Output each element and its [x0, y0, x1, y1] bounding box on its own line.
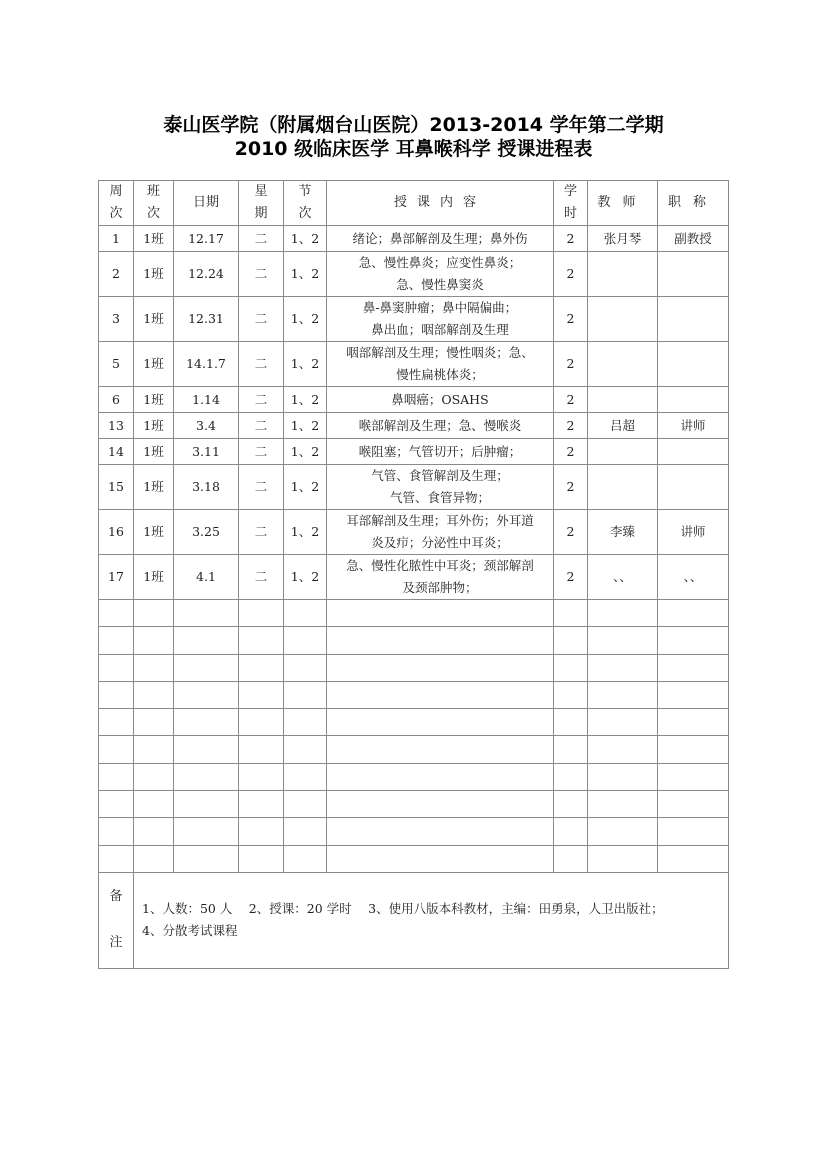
cell-date: 1.14	[174, 387, 239, 413]
cell-content	[327, 413, 554, 439]
content-line-2: 急、慢性鼻窦炎	[396, 277, 484, 292]
empty-cell	[588, 627, 658, 654]
empty-cell	[658, 654, 729, 681]
empty-cell	[174, 681, 239, 708]
cell-hours: 2	[554, 413, 588, 439]
cell-weekday: 二	[239, 297, 284, 342]
cell-hours: 2	[554, 555, 588, 600]
cell-week: 6	[99, 387, 134, 413]
cell-date: 14.1.7	[174, 342, 239, 387]
cell-period: 1、2	[284, 297, 327, 342]
cell-teacher	[588, 439, 658, 465]
cell-weekday: 二	[239, 510, 284, 555]
cell-week: 17	[99, 555, 134, 600]
empty-cell	[588, 845, 658, 872]
cell-class: 1班	[134, 555, 174, 600]
empty-table-row	[99, 818, 729, 845]
cell-content	[327, 387, 554, 413]
empty-cell	[239, 845, 284, 872]
header-title: 职称	[658, 181, 729, 226]
header-period: 节 次	[284, 181, 327, 226]
content-line-1: 绪论；鼻部解剖及生理；鼻外伤	[352, 230, 528, 246]
cell-class: 1班	[134, 465, 174, 510]
empty-cell	[134, 845, 174, 872]
empty-cell	[327, 654, 554, 681]
cell-weekday: 二	[239, 439, 284, 465]
empty-cell	[134, 627, 174, 654]
cell-teacher	[588, 342, 658, 387]
empty-cell	[174, 763, 239, 790]
empty-cell	[327, 681, 554, 708]
cell-week: 2	[99, 252, 134, 297]
content-line-1: 咽部解剖及生理；慢性咽炎；急、	[346, 345, 534, 360]
content-line-1: 急、慢性化脓性中耳炎；颈部解剖	[346, 558, 534, 573]
cell-content	[327, 297, 554, 342]
cell-title: 讲师	[658, 510, 729, 555]
empty-cell	[658, 709, 729, 736]
content-line-2: 鼻出血；咽部解剖及生理	[371, 322, 509, 337]
cell-date: 3.25	[174, 510, 239, 555]
cell-weekday: 二	[239, 387, 284, 413]
cell-period: 1、2	[284, 342, 327, 387]
cell-content	[327, 510, 554, 555]
cell-weekday: 二	[239, 465, 284, 510]
empty-cell	[239, 818, 284, 845]
empty-cell	[327, 600, 554, 627]
cell-period: 1、2	[284, 252, 327, 297]
empty-cell	[174, 845, 239, 872]
empty-cell	[239, 791, 284, 818]
empty-cell	[134, 818, 174, 845]
cell-content	[327, 555, 554, 600]
empty-cell	[284, 791, 327, 818]
cell-teacher: 李臻	[588, 510, 658, 555]
cell-hours: 2	[554, 387, 588, 413]
empty-cell	[284, 654, 327, 681]
empty-cell	[174, 654, 239, 681]
empty-cell	[239, 600, 284, 627]
cell-teacher	[588, 297, 658, 342]
cell-week: 5	[99, 342, 134, 387]
empty-cell	[99, 736, 134, 763]
cell-content	[327, 342, 554, 387]
empty-cell	[554, 763, 588, 790]
empty-cell	[327, 763, 554, 790]
cell-date: 3.11	[174, 439, 239, 465]
empty-cell	[327, 845, 554, 872]
empty-cell	[284, 709, 327, 736]
empty-cell	[284, 681, 327, 708]
table-row	[99, 555, 729, 600]
header-week: 周 次	[99, 181, 134, 226]
cell-teacher	[588, 387, 658, 413]
header-weekday: 星 期	[239, 181, 284, 226]
table-row	[99, 342, 729, 387]
empty-cell	[658, 600, 729, 627]
cell-week: 15	[99, 465, 134, 510]
cell-period: 1、2	[284, 555, 327, 600]
empty-cell	[239, 736, 284, 763]
cell-hours: 2	[554, 439, 588, 465]
header-teacher: 教师	[588, 181, 658, 226]
cell-class: 1班	[134, 439, 174, 465]
empty-cell	[554, 627, 588, 654]
empty-cell	[658, 681, 729, 708]
empty-cell	[554, 681, 588, 708]
remarks-line-1: 1、人数：50 人 2、授课：20 学时 3、使用八版本科教材，主编：田勇泉，人卫出版社；	[142, 901, 664, 917]
table-row	[99, 252, 729, 297]
content-line-2: 及颈部肿物；	[402, 580, 478, 595]
empty-cell	[239, 627, 284, 654]
empty-cell	[588, 818, 658, 845]
empty-cell	[327, 627, 554, 654]
schedule-table	[98, 180, 729, 969]
cell-week: 14	[99, 439, 134, 465]
empty-cell	[174, 627, 239, 654]
empty-cell	[327, 736, 554, 763]
content-line-1: 急、慢性鼻炎；应变性鼻炎；	[358, 255, 522, 270]
empty-cell	[327, 709, 554, 736]
content-line-2: 气管、食管异物；	[389, 490, 490, 505]
empty-cell	[239, 709, 284, 736]
empty-cell	[327, 791, 554, 818]
content-line-1: 耳部解剖及生理；耳外伤；外耳道	[346, 513, 534, 528]
empty-table-row	[99, 845, 729, 872]
cell-class: 1班	[134, 387, 174, 413]
cell-period: 1、2	[284, 510, 327, 555]
cell-period: 1、2	[284, 439, 327, 465]
table-row	[99, 226, 729, 252]
empty-cell	[284, 736, 327, 763]
empty-cell	[554, 736, 588, 763]
cell-weekday: 二	[239, 413, 284, 439]
empty-cell	[554, 818, 588, 845]
empty-cell	[99, 763, 134, 790]
empty-cell	[588, 681, 658, 708]
cell-title	[658, 297, 729, 342]
cell-date: 3.18	[174, 465, 239, 510]
empty-table-row	[99, 681, 729, 708]
table-row	[99, 413, 729, 439]
content-line-2: 炎及疖；分泌性中耳炎；	[371, 535, 509, 550]
cell-title	[658, 252, 729, 297]
cell-class: 1班	[134, 226, 174, 252]
cell-date: 4.1	[174, 555, 239, 600]
cell-hours: 2	[554, 465, 588, 510]
cell-class: 1班	[134, 510, 174, 555]
cell-hours: 2	[554, 252, 588, 297]
cell-date: 12.24	[174, 252, 239, 297]
header-class: 班 次	[134, 181, 174, 226]
empty-cell	[588, 654, 658, 681]
cell-class: 1班	[134, 413, 174, 439]
content-line-1: 喉部解剖及生理；急、慢喉炎	[358, 417, 522, 433]
cell-week: 1	[99, 226, 134, 252]
cell-class: 1班	[134, 297, 174, 342]
cell-content	[327, 465, 554, 510]
cell-teacher	[588, 252, 658, 297]
table-row	[99, 439, 729, 465]
empty-cell	[239, 681, 284, 708]
empty-cell	[658, 627, 729, 654]
empty-table-row	[99, 791, 729, 818]
empty-cell	[134, 681, 174, 708]
empty-table-row	[99, 600, 729, 627]
document-title-line-2: 2010 级临床医学 耳鼻喉科学 授课进程表	[234, 138, 593, 160]
empty-cell	[554, 600, 588, 627]
empty-cell	[99, 709, 134, 736]
empty-cell	[99, 681, 134, 708]
table-row	[99, 387, 729, 413]
empty-cell	[658, 791, 729, 818]
empty-cell	[99, 818, 134, 845]
cell-week: 13	[99, 413, 134, 439]
cell-weekday: 二	[239, 252, 284, 297]
empty-cell	[658, 736, 729, 763]
empty-cell	[554, 709, 588, 736]
empty-cell	[99, 845, 134, 872]
empty-table-row	[99, 627, 729, 654]
empty-cell	[284, 763, 327, 790]
cell-hours: 2	[554, 226, 588, 252]
header-date: 日期	[174, 181, 239, 226]
empty-cell	[588, 600, 658, 627]
remarks-line-2: 4、分散考试课程	[142, 923, 238, 939]
empty-cell	[239, 763, 284, 790]
header-row	[99, 181, 729, 226]
cell-hours: 2	[554, 342, 588, 387]
empty-cell	[99, 627, 134, 654]
empty-cell	[284, 845, 327, 872]
cell-teacher	[588, 465, 658, 510]
empty-cell	[658, 763, 729, 790]
empty-cell	[134, 763, 174, 790]
remarks-row	[99, 872, 729, 968]
cell-class: 1班	[134, 252, 174, 297]
cell-week: 16	[99, 510, 134, 555]
cell-title: 讲师	[658, 413, 729, 439]
cell-content	[327, 226, 554, 252]
content-line-1: 气管、食管解剖及生理；	[371, 468, 509, 483]
cell-content	[327, 252, 554, 297]
empty-cell	[134, 736, 174, 763]
cell-title	[658, 439, 729, 465]
empty-cell	[327, 818, 554, 845]
empty-cell	[554, 654, 588, 681]
cell-teacher: 吕超	[588, 413, 658, 439]
cell-date: 12.17	[174, 226, 239, 252]
empty-cell	[284, 818, 327, 845]
content-line-1: 鼻-鼻窦肿瘤；鼻中隔偏曲；	[362, 300, 518, 315]
header-hours: 学 时	[554, 181, 588, 226]
empty-table-row	[99, 709, 729, 736]
cell-hours: 2	[554, 510, 588, 555]
empty-table-row	[99, 736, 729, 763]
cell-teacher: 、、	[588, 555, 658, 600]
empty-cell	[99, 654, 134, 681]
empty-cell	[174, 791, 239, 818]
cell-weekday: 二	[239, 555, 284, 600]
empty-cell	[174, 818, 239, 845]
table-row	[99, 465, 729, 510]
empty-cell	[284, 627, 327, 654]
cell-teacher: 张月琴	[588, 226, 658, 252]
cell-title: 副教授	[658, 226, 729, 252]
empty-cell	[174, 736, 239, 763]
content-line-1: 鼻咽癌；OSAHS	[391, 391, 489, 407]
cell-weekday: 二	[239, 342, 284, 387]
table-row	[99, 510, 729, 555]
cell-period: 1、2	[284, 226, 327, 252]
empty-cell	[174, 600, 239, 627]
remarks-label: 备 注	[99, 872, 134, 968]
cell-class: 1班	[134, 342, 174, 387]
empty-cell	[99, 791, 134, 818]
cell-weekday: 二	[239, 226, 284, 252]
empty-cell	[239, 654, 284, 681]
cell-title	[658, 387, 729, 413]
empty-cell	[134, 791, 174, 818]
empty-cell	[284, 600, 327, 627]
cell-title	[658, 342, 729, 387]
cell-date: 12.31	[174, 297, 239, 342]
empty-cell	[588, 736, 658, 763]
cell-period: 1、2	[284, 465, 327, 510]
empty-cell	[174, 709, 239, 736]
empty-cell	[134, 709, 174, 736]
cell-week: 3	[99, 297, 134, 342]
table-row	[99, 297, 729, 342]
empty-cell	[554, 791, 588, 818]
empty-table-row	[99, 654, 729, 681]
document-title-line-1: 泰山医学院（附属烟台山医院）2013-2014 学年第二学期	[163, 114, 664, 136]
content-line-1: 喉阻塞；气管切开；后肿瘤；	[358, 443, 522, 459]
cell-period: 1、2	[284, 413, 327, 439]
empty-cell	[658, 818, 729, 845]
cell-date: 3.4	[174, 413, 239, 439]
empty-cell	[588, 709, 658, 736]
cell-title	[658, 465, 729, 510]
empty-cell	[134, 654, 174, 681]
cell-title: 、、	[658, 555, 729, 600]
content-line-2: 慢性扁桃体炎；	[396, 367, 484, 382]
remarks-text	[134, 872, 729, 968]
empty-cell	[99, 600, 134, 627]
header-content: 授课内容	[327, 181, 554, 226]
empty-cell	[588, 763, 658, 790]
empty-cell	[134, 600, 174, 627]
cell-content	[327, 439, 554, 465]
cell-period: 1、2	[284, 387, 327, 413]
cell-hours: 2	[554, 297, 588, 342]
empty-table-row	[99, 763, 729, 790]
empty-cell	[554, 845, 588, 872]
empty-cell	[588, 791, 658, 818]
empty-cell	[658, 845, 729, 872]
